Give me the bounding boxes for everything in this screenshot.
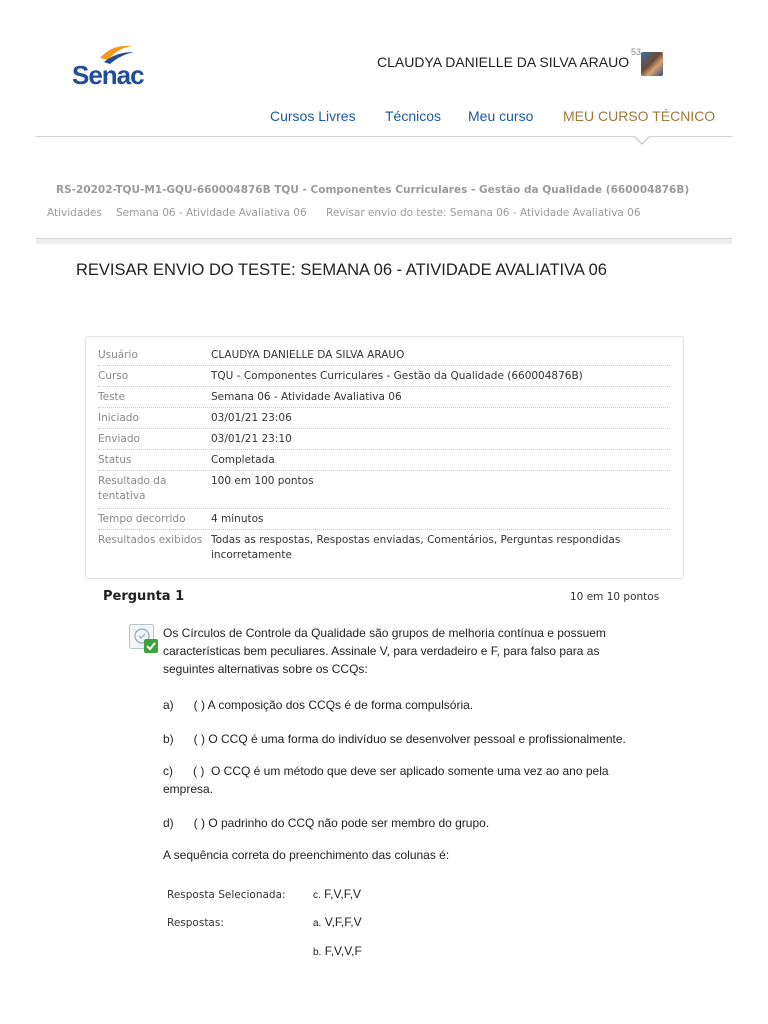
info-label: Status bbox=[98, 454, 132, 466]
info-label: Teste bbox=[98, 391, 126, 403]
info-label: Resultado da tentativa bbox=[98, 475, 167, 502]
selected-answer-label: Resposta Selecionada: bbox=[167, 889, 286, 901]
info-label: Tempo decorrido bbox=[98, 513, 186, 525]
page-title: REVISAR ENVIO DO TESTE: SEMANA 06 - ATIVIDADE AVALIATIVA 06 bbox=[76, 261, 607, 279]
answer-value: V,F,F,V bbox=[324, 915, 362, 929]
nav-tecnicos[interactable]: Técnicos bbox=[385, 108, 442, 124]
info-row-iniciado bbox=[98, 408, 670, 429]
answer-value: F,V,F,V bbox=[324, 887, 362, 901]
nav-meu-curso[interactable]: Meu curso bbox=[468, 108, 534, 124]
user-name[interactable]: CLAUDYA DANIELLE DA SILVA ARAUO bbox=[377, 54, 630, 70]
info-label: Enviado bbox=[98, 433, 140, 445]
question-points: 10 em 10 pontos bbox=[570, 591, 660, 603]
question-option-d: d) ( ) O padrinho do CCQ não pode ser membro do grupo. bbox=[163, 816, 490, 830]
breadcrumb-current: Revisar envio do teste: Semana 06 - Atividade Avaliativa 06 bbox=[326, 207, 641, 219]
info-value: Completada bbox=[211, 454, 275, 466]
info-row-curso bbox=[98, 366, 670, 387]
question-text-line: Os Círculos de Controle da Qualidade são grupos de melhoria contínua e possuem bbox=[163, 626, 606, 640]
question-text-line: seguintes alternativas sobre os CCQs: bbox=[163, 662, 368, 676]
info-value: Todas as respostas, Respostas enviadas, Comentários, Perguntas respondidas incorretamente bbox=[211, 534, 621, 561]
info-value: TQU - Componentes Curriculares - Gestão da Qualidade (660004876B) bbox=[211, 370, 583, 382]
info-label: Iniciado bbox=[98, 412, 139, 424]
breadcrumb-semana[interactable]: Semana 06 - Atividade Avaliativa 06 bbox=[116, 207, 307, 219]
notification-count[interactable]: 53 bbox=[631, 47, 642, 57]
avatar[interactable] bbox=[641, 52, 663, 76]
info-value: 03/01/21 23:10 bbox=[211, 433, 292, 445]
info-label: Curso bbox=[98, 370, 129, 382]
selected-answer bbox=[313, 887, 361, 901]
logo-text: Senac bbox=[72, 60, 144, 90]
answer-option bbox=[313, 944, 362, 958]
question-text-line: características bem peculiares. Assinale V, para verdadeiro e F, para falso para as bbox=[163, 644, 600, 658]
question-title: Pergunta 1 bbox=[103, 589, 185, 604]
info-row-resultado bbox=[98, 471, 670, 509]
info-row-enviado bbox=[98, 429, 670, 450]
info-value: CLAUDYA DANIELLE DA SILVA ARAUO bbox=[211, 349, 405, 361]
question-option-c: c) ( ) O CCQ é um método que deve ser aplicado somente uma vez ao ano pela bbox=[163, 764, 609, 778]
breadcrumb-atividades[interactable]: Atividades bbox=[47, 207, 102, 219]
info-label: Resultados exibidos bbox=[98, 534, 203, 546]
info-value: 03/01/21 23:06 bbox=[211, 412, 292, 424]
answer-letter: c. bbox=[313, 890, 321, 901]
answer-letter: a. bbox=[313, 918, 322, 929]
info-value: Semana 06 - Atividade Avaliativa 06 bbox=[211, 391, 402, 403]
info-label: Usuário bbox=[98, 349, 138, 361]
info-row-resultados-exibidos bbox=[98, 530, 670, 568]
nav-divider bbox=[36, 136, 732, 137]
info-row-usuario bbox=[98, 345, 670, 366]
breadcrumb-course[interactable]: RS-20202-TQU-M1-GQU-660004876B TQU - Componentes Curriculares - Gestão da Qualidade (660004876B) bbox=[56, 184, 690, 196]
senac-logo[interactable] bbox=[68, 40, 158, 94]
info-row-tempo bbox=[98, 509, 670, 530]
question-option-c-cont: empresa. bbox=[163, 782, 214, 796]
answer-letter: b. bbox=[313, 947, 322, 958]
nav-cursos-livres[interactable]: Cursos Livres bbox=[270, 108, 356, 124]
nav-active-indicator bbox=[633, 136, 651, 145]
correct-answer-icon bbox=[129, 624, 159, 654]
question-option-a: a) ( ) A composição dos CCQs é de forma compulsória. bbox=[163, 698, 474, 712]
answer-option bbox=[313, 915, 362, 929]
info-value: 100 em 100 pontos bbox=[211, 475, 314, 487]
answers-label: Respostas: bbox=[167, 917, 224, 929]
question-option-b: b) ( ) O CCQ é uma forma do indivíduo se desenvolver pessoal e profissionalmente. bbox=[163, 732, 626, 746]
info-row-teste bbox=[98, 387, 670, 408]
breadcrumb-bar bbox=[36, 238, 732, 244]
info-row-status bbox=[98, 450, 670, 471]
answer-value: F,V,V,F bbox=[324, 944, 362, 958]
nav-meu-curso-tecnico[interactable]: MEU CURSO TÉCNICO bbox=[563, 108, 716, 124]
info-value: 4 minutos bbox=[211, 513, 264, 525]
question-prompt: A sequência correta do preenchimento das colunas é: bbox=[163, 848, 450, 862]
